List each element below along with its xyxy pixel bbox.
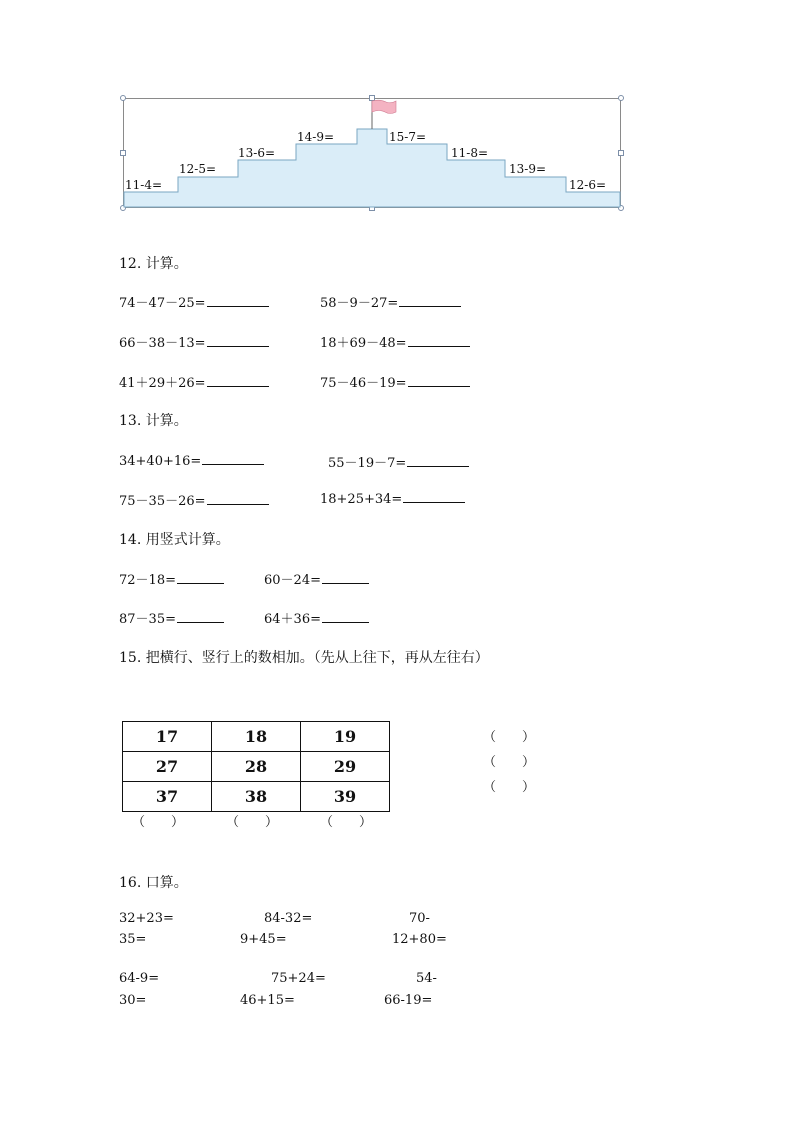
grid-cell: 37 [123, 782, 212, 812]
answer-blank[interactable] [177, 571, 224, 584]
question-12-title: 12. 计算。 [119, 256, 188, 272]
problem: 41＋29＋26= [119, 372, 269, 391]
grid-cell: 38 [212, 782, 301, 812]
column-sum-blank[interactable]: （ ） [226, 815, 279, 830]
answer-blank[interactable] [177, 610, 224, 623]
problem: 66－38－13= [119, 332, 269, 351]
oral-problem: 32+23= [119, 911, 174, 926]
grid-cell: 18 [212, 722, 301, 752]
answer-blank[interactable] [202, 452, 264, 465]
stair-step-7: 13-9= [509, 162, 547, 176]
oral-problem: 30= [119, 993, 147, 1008]
column-sum-blank[interactable]: （ ） [320, 815, 373, 830]
oral-problem: 66-19= [384, 993, 433, 1008]
staircase-shape [0, 0, 794, 230]
answer-blank[interactable] [207, 334, 269, 347]
grid-cell: 19 [301, 722, 390, 752]
stair-step-4: 14-9= [297, 130, 335, 144]
problem: 75－35－26= [119, 490, 269, 509]
stair-step-5: 15-7= [389, 130, 427, 144]
problem: 34+40+16= [119, 452, 264, 469]
number-grid [122, 721, 390, 812]
problem: 74－47－25= [119, 292, 269, 311]
problem: 87－35= [119, 608, 224, 627]
answer-blank[interactable] [322, 571, 369, 584]
stair-step-2: 12-5= [179, 162, 217, 176]
problem: 18＋69－48= [320, 332, 470, 351]
answer-blank[interactable] [207, 294, 269, 307]
question-15-title: 15. 把横行、竖行上的数相加。（先从上往下，再从左往右） [119, 650, 489, 666]
grid-cell: 17 [123, 722, 212, 752]
answer-blank[interactable] [408, 374, 470, 387]
oral-problem: 46+15= [240, 993, 295, 1008]
grid-cell: 29 [301, 752, 390, 782]
row-sum-blank[interactable]: （ ） [483, 730, 536, 745]
problem: 60－24= [264, 569, 369, 588]
question-14-title: 14. 用竖式计算。 [119, 532, 230, 548]
stair-step-3: 13-6= [238, 146, 276, 160]
stair-step-1: 11-4= [125, 178, 163, 192]
problem: 58－9－27= [320, 292, 461, 311]
oral-problem: 35= [119, 932, 147, 947]
grid-row [123, 722, 390, 752]
oral-problem: 54- [416, 971, 437, 986]
problem: 72－18= [119, 569, 224, 588]
problem: 75－46－19= [320, 372, 470, 391]
grid-row [123, 782, 390, 812]
problem: 18+25+34= [320, 490, 465, 507]
question-16-title: 16. 口算。 [119, 875, 188, 891]
stair-step-8: 12-6= [569, 178, 607, 192]
oral-problem: 9+45= [240, 932, 287, 947]
answer-blank[interactable] [399, 294, 461, 307]
grid-cell: 28 [212, 752, 301, 782]
oral-problem: 70- [409, 911, 430, 926]
grid-cell: 27 [123, 752, 212, 782]
grid-row [123, 752, 390, 782]
column-sum-blank[interactable]: （ ） [132, 815, 185, 830]
row-sum-blank[interactable]: （ ） [483, 755, 536, 770]
answer-blank[interactable] [407, 454, 469, 467]
problem: 55－19－7= [328, 452, 469, 471]
answer-blank[interactable] [322, 610, 369, 623]
flag-icon [372, 100, 396, 113]
oral-problem: 12+80= [392, 932, 447, 947]
answer-blank[interactable] [408, 334, 470, 347]
stair-step-6: 11-8= [451, 146, 489, 160]
oral-problem: 84-32= [264, 911, 313, 926]
row-sum-blank[interactable]: （ ） [483, 780, 536, 795]
grid-cell: 39 [301, 782, 390, 812]
problem: 64＋36= [264, 608, 369, 627]
oral-problem: 75+24= [271, 971, 326, 986]
oral-problem: 64-9= [119, 971, 160, 986]
answer-blank[interactable] [207, 374, 269, 387]
question-13-title: 13. 计算。 [119, 413, 188, 429]
answer-blank[interactable] [403, 490, 465, 503]
answer-blank[interactable] [207, 492, 269, 505]
